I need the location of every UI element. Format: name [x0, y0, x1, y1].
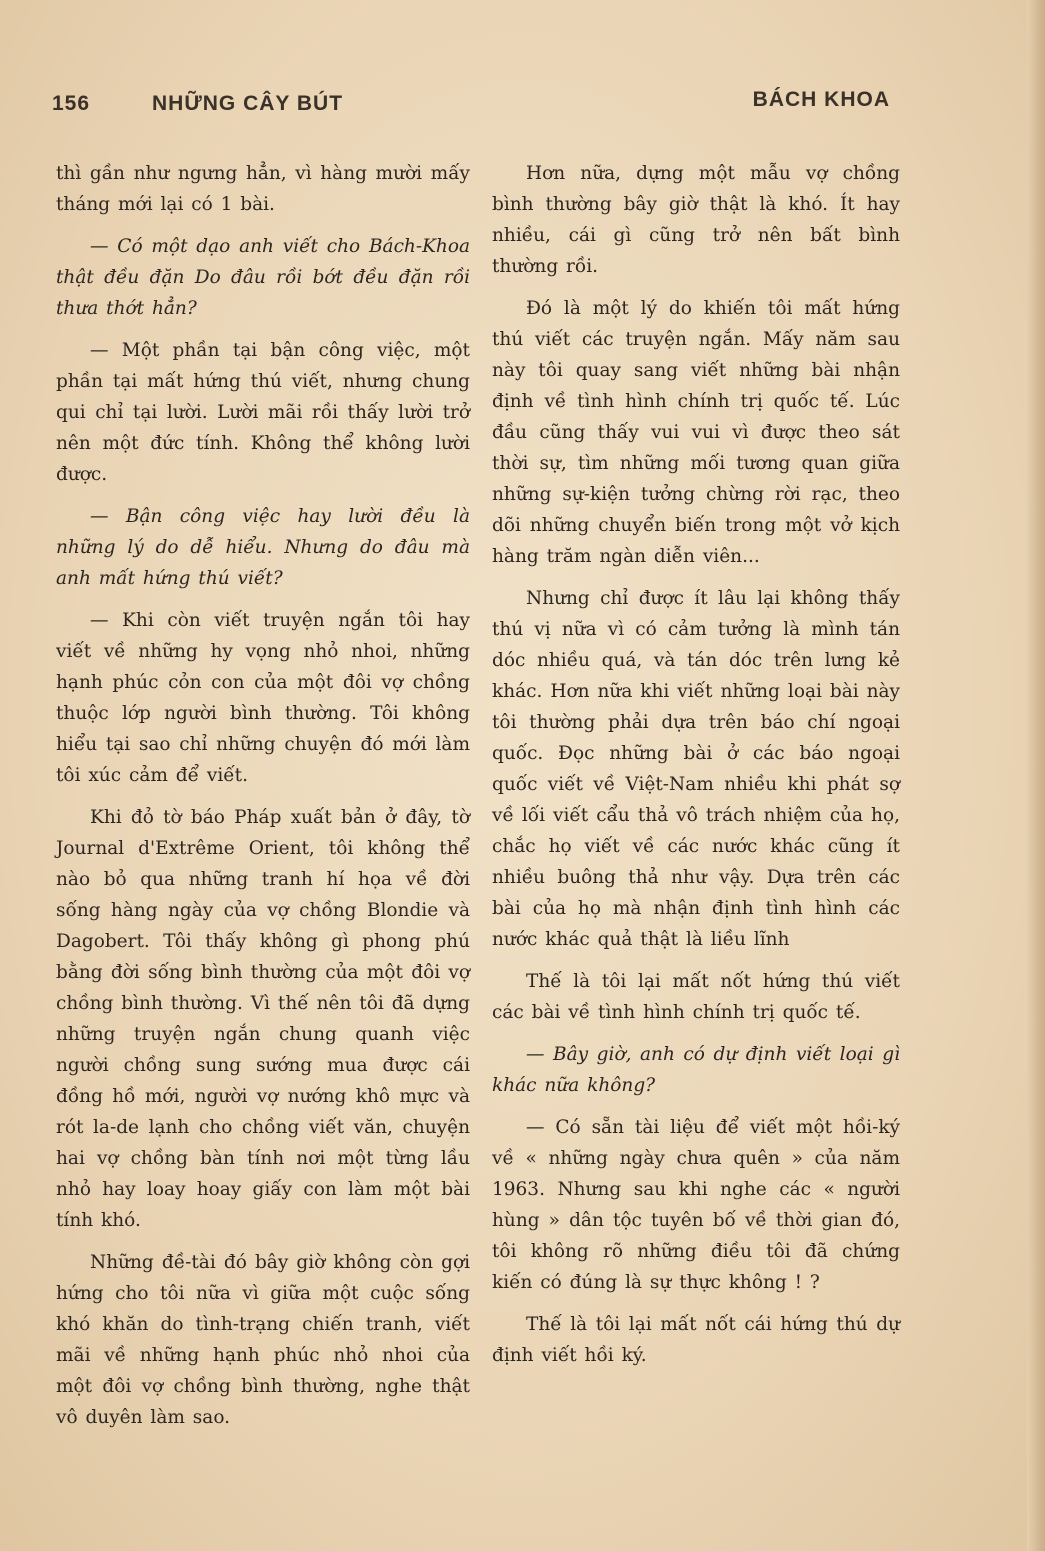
page-number: 156	[52, 92, 91, 115]
paragraph: Thế là tôi lại mất nốt hứng thú viết các bài về tình hình chính trị quốc tế.	[492, 971, 900, 1023]
paragraph: Thế là tôi lại mất nốt cái hứng thú dự định viết hồi ký.	[492, 1314, 900, 1366]
journal-name: BÁCH KHOA	[752, 88, 890, 111]
paragraph: Nhưng chỉ được ít lâu lại không thấy thú vị nữa vì có cảm tưởng là mình tán dóc nhiều quá, và tán dóc trên lưng kẻ khác. Hơn nữa khi viết những loại bài này tôi thường phải dựa trên báo chí ngoại quốc. Đọc những bài ở các báo ngoại quốc viết về Việt-Nam nhiều khi phát sợ về lối viết cẩu thả vô trách nhiệm của họ, chắc họ viết về các nước khác cũng ít nhiều buông thả như vậy. Dựa trên các bài của họ mà nhận định tình hình các nước khác quả thật là liều lĩnh	[492, 588, 900, 950]
interview-answer: — Khi còn viết truyện ngắn tôi hay viết về những hy vọng nhỏ nhoi, những hạnh phúc cỏn con của một đôi vợ chồng thuộc lớp người bình thường. Tôi không hiểu tại sao chỉ những chuyện đó mới làm tôi xúc cảm để viết.	[56, 610, 470, 786]
running-title: NHỮNG CÂY BÚT	[152, 92, 344, 115]
interview-question: — Bây giờ, anh có dự định viết loại gì khác nữa không?	[492, 1044, 900, 1096]
interview-question: — Bận công việc hay lười đều là những lý do dễ hiểu. Nhưng do đâu mà anh mất hứng thú viết?	[56, 506, 470, 589]
paragraph: thì gần như ngưng hẳn, vì hàng mười mấy tháng mới lại có 1 bài.	[56, 163, 470, 215]
interview-answer: — Một phần tại bận công việc, một phần tại mất hứng thú viết, nhưng chung qui chỉ tại lười. Lười mãi rồi thấy lười trở nên một đức tính. Không thể không lười được.	[56, 340, 470, 485]
paragraph: Đó là một lý do khiến tôi mất hứng thú viết các truyện ngắn. Mấy năm sau này tôi quay sang viết những bài nhận định về tình hình chính trị quốc tế. Lúc đầu cũng thấy vui vui vì được theo sát thời sự, tìm những mối tương quan giữa những sự-kiện tưởng chừng rời rạc, theo dõi những chuyển biến trong một vở kịch hàng trăm ngàn diễn viên...	[492, 298, 900, 567]
paragraph: Khi đỏ tờ báo Pháp xuất bản ở đây, tờ Journal d'Extrême Orient, tôi không thể nào bỏ qua những tranh hí họa về đời sống hàng ngày của vợ chồng Blondie và Dagobert. Tôi thấy không gì phong phú bằng đời sống bình thường của một đôi vợ chồng bình thường. Vì thế nên tôi đã dựng những truyện ngắn chung quanh việc người chồng sung sướng mua được cái đồng hồ mới, người vợ nướng khô mực và rót la-de lạnh cho chồng viết văn, chuyện hai vợ chồng bàn tính nơi một từng lầu nhỏ hay loay hoay giấy con làm một bài tính khó.	[56, 807, 470, 1231]
page-edge	[1027, 0, 1045, 1551]
left-column	[56, 158, 470, 1433]
right-column	[492, 158, 900, 1371]
interview-answer: — Có sẵn tài liệu để viết một hồi-ký về « những ngày chưa quên » của năm 1963. Nhưng sau khi nghe các « người hùng » dân tộc tuyên bố về thời gian đó, tôi không rõ những điều tôi đã chứng kiến có đúng là sự thực không ! ?	[492, 1117, 900, 1293]
page-header	[52, 88, 890, 122]
paragraph: Hơn nữa, dựng một mẫu vợ chồng bình thường bây giờ thật là khó. Ít hay nhiều, cái gì cũng trở nên bất bình thường rồi.	[492, 163, 900, 277]
interview-question: — Có một dạo anh viết cho Bách-Khoa thật đều đặn Do đâu rồi bớt đều đặn rồi thưa thớt hẳn?	[56, 236, 470, 319]
paragraph: Những đề-tài đó bây giờ không còn gợi hứng cho tôi nữa vì giữa một cuộc sống khó khăn do tình-trạng chiến tranh, viết mãi về những hạnh phúc nhỏ nhoi của một đôi vợ chồng bình thường, nghe thật vô duyên làm sao.	[56, 1252, 470, 1428]
